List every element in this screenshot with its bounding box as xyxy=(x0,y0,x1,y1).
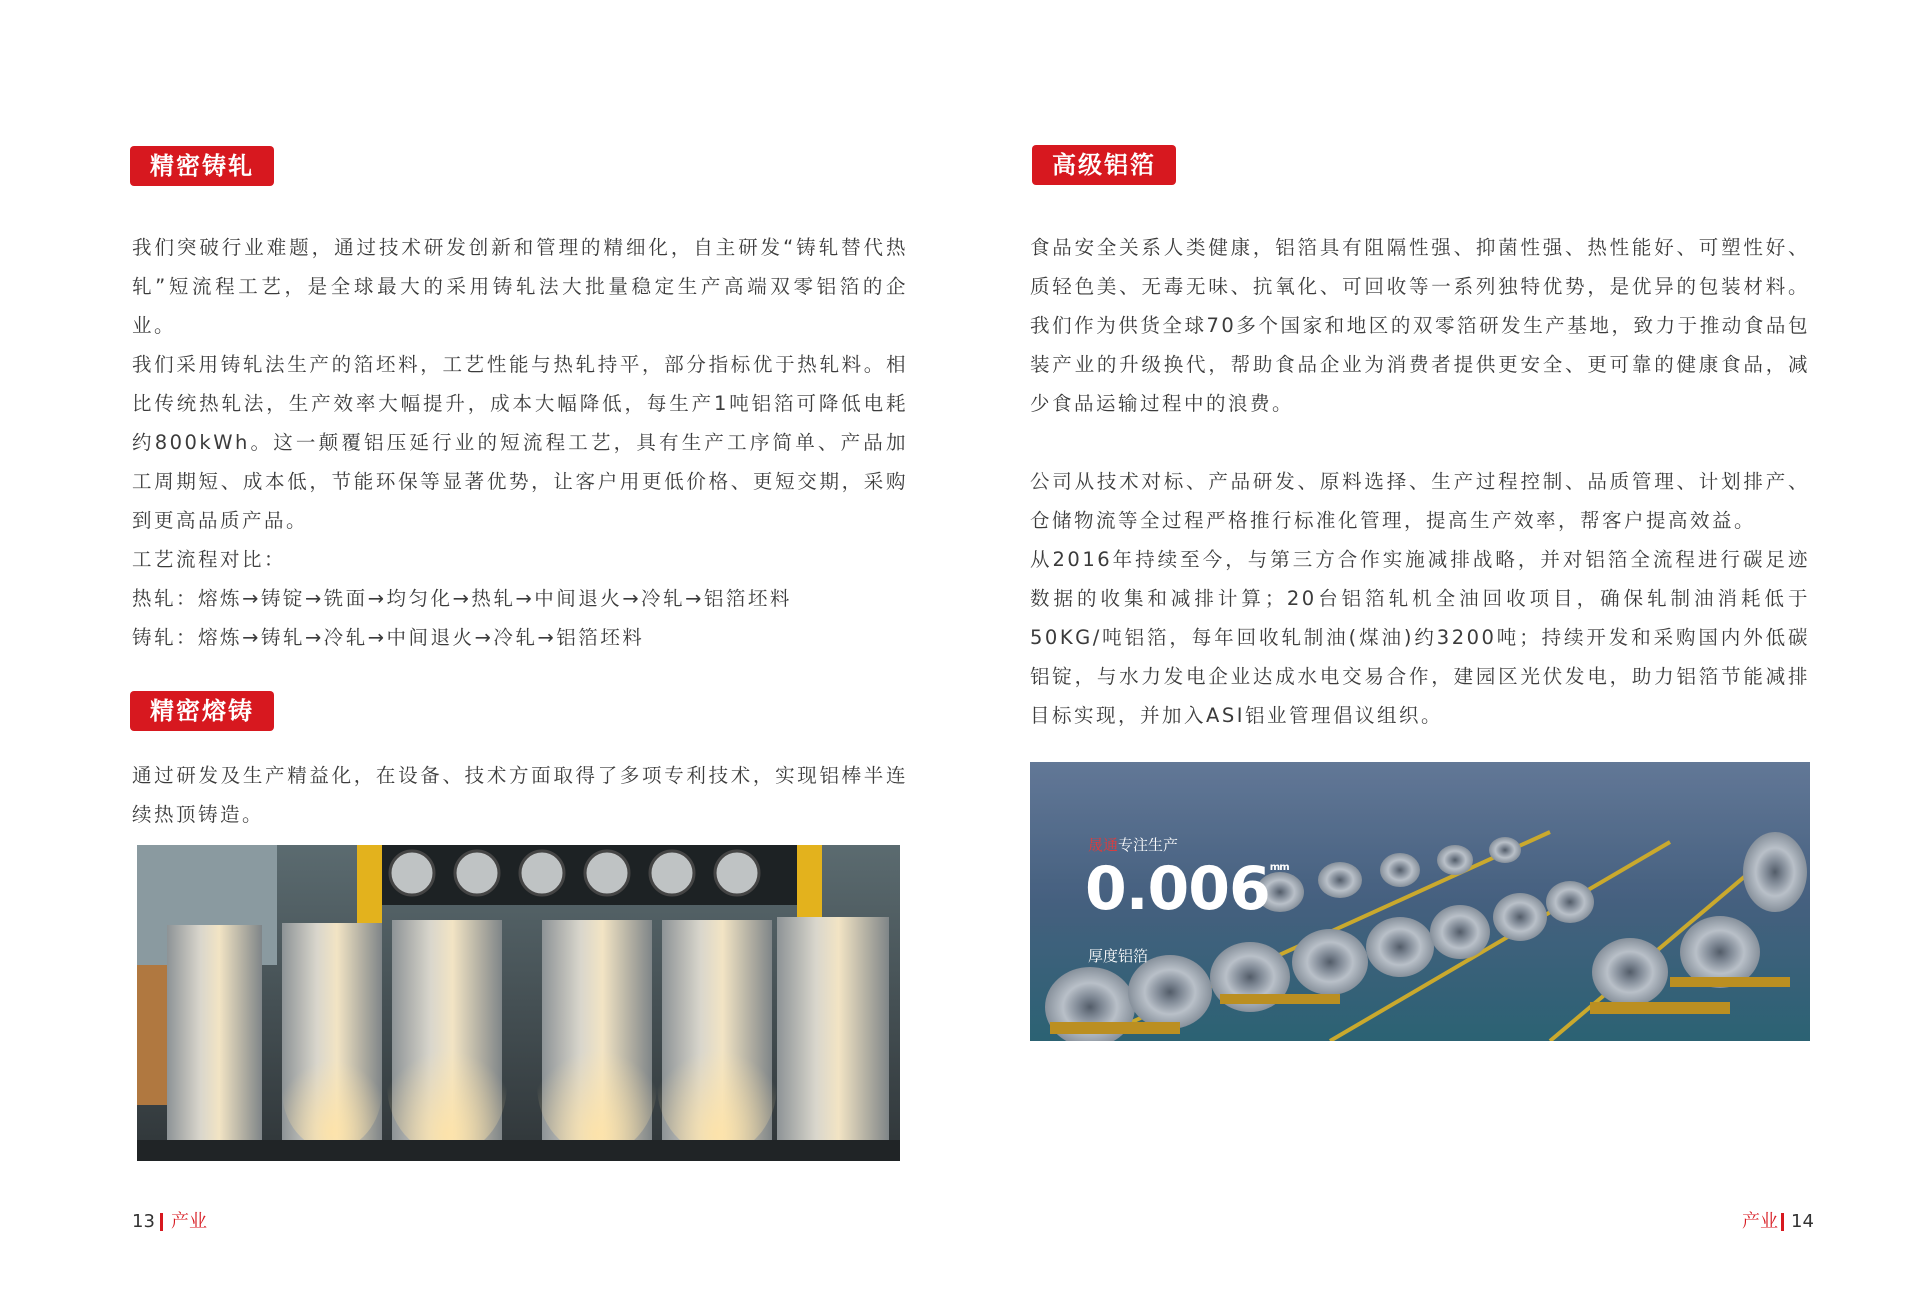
paragraph: 从2016年持续至今，与第三方合作实施减排战略，并对铝箔全流程进行碳足迹数据的收集和减排计算；20台铝箔轧机全油回收项目，确保轧制油消耗低于50KG/吨铝箔，每年回收轧制油(煤油)约3200吨；持续开发和采购国内外低碳铝锭，与水力发电企业达成水电交易合作，建园区光伏发电，助力铝箔节能减排目标实现，并加入ASI铝业管理倡议组织。 xyxy=(1030,548,1810,727)
thickness-number: 0.006 xyxy=(1085,854,1270,924)
footer-label-right: 产业 xyxy=(1742,1211,1778,1232)
paragraph: 食品安全关系人类健康，铝箔具有阻隔性强、抑菌性强、热性能好、可塑性好、质轻色美、无毒无味、抗氧化、可回收等一系列独特优势，是优异的包装材料。我们作为供货全球70多个国家和地区的双零箔研发生产基地，致力于推动食品包装产业的升级换代，帮助食品企业为消费者提供更安全、更可靠的健康食品，减少食品运输过程中的浪费。 xyxy=(1030,236,1810,415)
premium-foil-text xyxy=(1030,228,1810,735)
overlay-caption-text: 专注生产 xyxy=(1118,836,1179,854)
aluminum-billets-photo xyxy=(137,845,900,1161)
precision-casting-text xyxy=(132,756,908,834)
footer-divider-left xyxy=(160,1213,163,1231)
precision-cast-rolling-text xyxy=(132,228,908,657)
section-tag-precision-casting: 精密熔铸 xyxy=(130,691,274,731)
paragraph: 我们突破行业难题，通过技术研发创新和管理的精细化，自主研发“铸轧替代热轧”短流程工艺，是全球最大的采用铸轧法大批量稳定生产高端双零铝箔的企业。 xyxy=(132,236,908,337)
section-tag-premium-foil: 高级铝箔 xyxy=(1032,145,1176,185)
thickness-unit: mm xyxy=(1269,862,1289,873)
aluminum-billets-illustration xyxy=(137,845,900,1161)
paragraph: 热轧：熔炼→铸锭→铣面→均匀化→热轧→中间退火→冷轧→铝箔坯料 xyxy=(132,587,792,610)
foil-coils-warehouse-photo xyxy=(1030,762,1810,1041)
page-number-left: 13 xyxy=(132,1211,155,1232)
paragraph-spacer xyxy=(1030,423,1810,462)
paragraph: 工艺流程对比： xyxy=(132,548,287,571)
paragraph: 我们采用铸轧法生产的箔坯料，工艺性能与热轧持平，部分指标优于热轧料。相比传统热轧法，生产效率大幅提升，成本大幅降低，每生产1吨铝箔可降低电耗约800kWh。这一颠覆铝压延行业的短流程工艺，具有生产工序简单、产品加工周期短、成本低，节能环保等显著优势，让客户用更低价格、更短交期，采购到更高品质产品。 xyxy=(132,353,908,532)
paragraph: 铸轧：熔炼→铸轧→冷轧→中间退火→冷轧→铝箔坯料 xyxy=(132,626,645,649)
overlay-caption-bottom: 厚度铝箔 xyxy=(1088,947,1149,965)
footer-divider-right xyxy=(1781,1213,1784,1231)
overlay-brand: 晟通 xyxy=(1088,836,1119,854)
page-number-right: 14 xyxy=(1791,1211,1814,1232)
section-tag-precision-cast-rolling: 精密铸轧 xyxy=(130,146,274,186)
footer-label-left: 产业 xyxy=(171,1211,207,1232)
paragraph: 公司从技术对标、产品研发、原料选择、生产过程控制、品质管理、计划排产、仓储物流等全过程严格推行标准化管理，提高生产效率，帮客户提高效益。 xyxy=(1030,470,1810,532)
overlay-caption-top xyxy=(1088,834,1178,855)
overlay-thickness-value xyxy=(1085,854,1289,924)
paragraph: 通过研发及生产精益化，在设备、技术方面取得了多项专利技术，实现铝棒半连续热顶铸造。 xyxy=(132,764,908,826)
